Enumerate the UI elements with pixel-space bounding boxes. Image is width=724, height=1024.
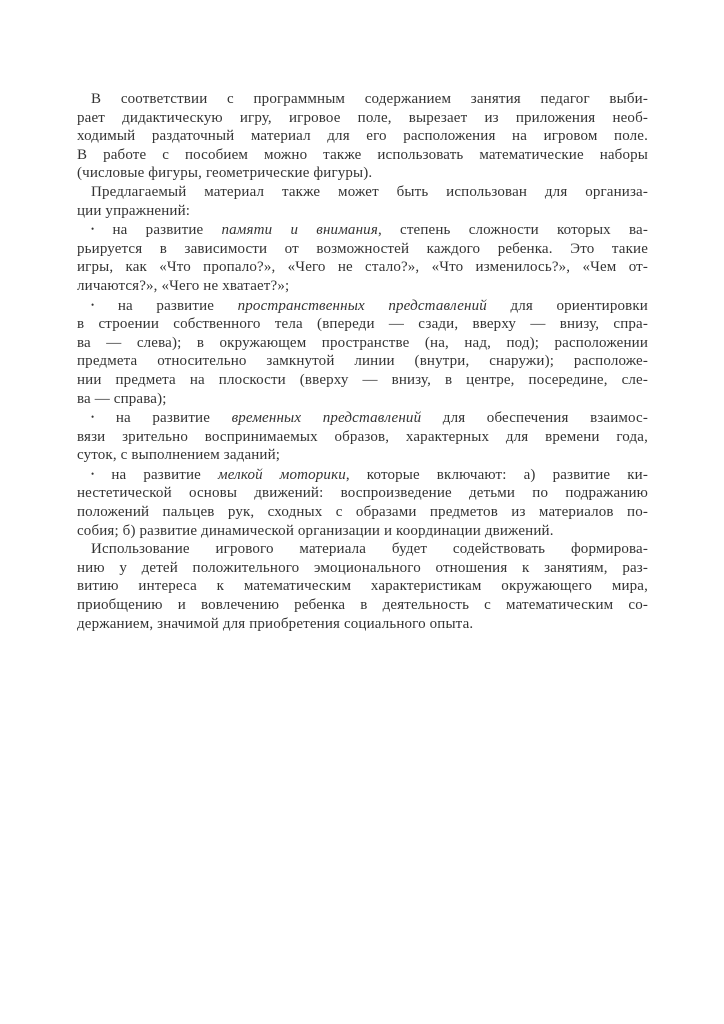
text-segment: держанием, значимой для приобретения социального опыта. xyxy=(77,615,474,632)
text-line xyxy=(77,428,648,447)
text-segment: на развитие xyxy=(94,297,238,314)
text-segment: собия; б) развитие динамической организации и координации движений. xyxy=(77,522,554,539)
text-line xyxy=(77,258,648,277)
bullet-temporal-representations xyxy=(77,408,648,465)
text-line xyxy=(77,277,648,296)
text-line xyxy=(77,109,648,128)
text-segment: В соответствии с программным содержанием занятия педагог выби- xyxy=(91,91,648,107)
text-segment: на развитие xyxy=(94,466,218,483)
text-line xyxy=(77,220,648,240)
text-line xyxy=(77,315,648,334)
text-line xyxy=(77,127,648,146)
text-line xyxy=(77,240,648,259)
text-segment: игры, как «Что пропало?», «Чего не стало?», «Что изменилось?», «Чем от- xyxy=(77,259,648,276)
text-line xyxy=(77,446,648,465)
text-segment: нии предмета на плоскости (вверху — внизу, в центре, посередине, сле- xyxy=(77,371,648,388)
text-segment: нестетической основы движений: воспроизведение детьми по подражанию xyxy=(77,485,648,502)
text-line xyxy=(77,90,648,109)
text-line xyxy=(77,484,648,503)
text-segment: Предлагаемый материал также может быть использован для организа- xyxy=(91,183,648,200)
text-segment: рает дидактическую игру, игровое поле, вырезает из приложения необ- xyxy=(77,109,648,126)
text-segment: (числовые фигуры, геометрические фигуры). xyxy=(77,165,373,182)
paragraph-conclusion xyxy=(77,540,648,633)
text-line xyxy=(77,559,648,578)
italic-term: мелкой моторики xyxy=(218,466,346,483)
text-segment: ва — справа); xyxy=(77,390,167,407)
text-segment: витию интереса к математическим характеристикам окружающего мира, xyxy=(77,578,648,595)
italic-term: памяти и внимания xyxy=(221,222,378,239)
text-line xyxy=(77,352,648,371)
text-line xyxy=(77,371,648,390)
bullet-icon: • xyxy=(91,224,95,235)
paragraph-material-usage xyxy=(77,183,648,220)
text-segment: В работе с пособием можно также использовать математические наборы xyxy=(77,146,648,163)
text-segment: на развитие xyxy=(94,410,232,427)
text-line xyxy=(77,522,648,541)
text-line xyxy=(77,146,648,165)
text-segment: суток, с выполнением заданий; xyxy=(77,447,281,464)
page-text-block xyxy=(77,90,648,633)
text-line xyxy=(77,183,648,202)
text-segment: , которые включают: а) развитие ки- xyxy=(345,466,648,483)
text-segment: личаются?», «Чего не хватает?»; xyxy=(77,277,290,294)
text-segment: ции упражнений: xyxy=(77,202,191,219)
text-line xyxy=(77,540,648,559)
text-line xyxy=(77,465,648,485)
text-segment: ходимый раздаточный материал для его расположения на игровом поле. xyxy=(77,128,648,145)
italic-term: пространственных представлений xyxy=(237,297,487,314)
text-line xyxy=(77,296,648,316)
text-segment: нию у детей положительного эмоционального отношения к занятиям, раз- xyxy=(77,559,648,576)
text-line xyxy=(77,164,648,183)
text-segment: положений пальцев рук, сходных с образами предметов из материалов по- xyxy=(77,504,648,521)
text-segment: предмета относительно замкнутой линии (внутри, снаружи); расположе- xyxy=(77,353,648,370)
bullet-fine-motor xyxy=(77,465,648,540)
text-line xyxy=(77,503,648,522)
text-segment: приобщению и вовлечению ребенка в деятельность с математическим со- xyxy=(77,597,648,614)
italic-term: временных представлений xyxy=(231,410,422,427)
bullet-memory-attention xyxy=(77,220,648,295)
text-line xyxy=(77,408,648,428)
text-line xyxy=(77,390,648,409)
text-segment: в строении собственного тела (впереди — сзади, вверху — внизу, спра- xyxy=(77,316,648,333)
text-segment: для ориентировки xyxy=(486,297,648,314)
bullet-icon: • xyxy=(91,468,95,479)
bullet-icon: • xyxy=(91,299,95,310)
text-segment: на развитие xyxy=(94,222,222,239)
text-segment: для обеспечения взаимос- xyxy=(421,410,648,427)
text-line xyxy=(77,202,648,221)
bullet-icon: • xyxy=(91,412,95,423)
text-segment: ва — слева); в окружающем пространстве (на, над, под); расположении xyxy=(77,334,648,351)
text-segment: вязи зрительно воспринимаемых образов, характерных для времени года, xyxy=(77,428,648,445)
text-segment: Использование игрового материала будет содействовать формирова- xyxy=(91,541,648,558)
text-segment: , степень сложности которых ва- xyxy=(377,222,648,239)
text-line xyxy=(77,615,648,634)
text-line xyxy=(77,577,648,596)
bullet-spatial-representations xyxy=(77,296,648,409)
text-line xyxy=(77,596,648,615)
text-segment: рьируется в зависимости от возможностей каждого ребенка. Это такие xyxy=(77,240,648,257)
text-line xyxy=(77,334,648,353)
paragraph-intro xyxy=(77,90,648,183)
